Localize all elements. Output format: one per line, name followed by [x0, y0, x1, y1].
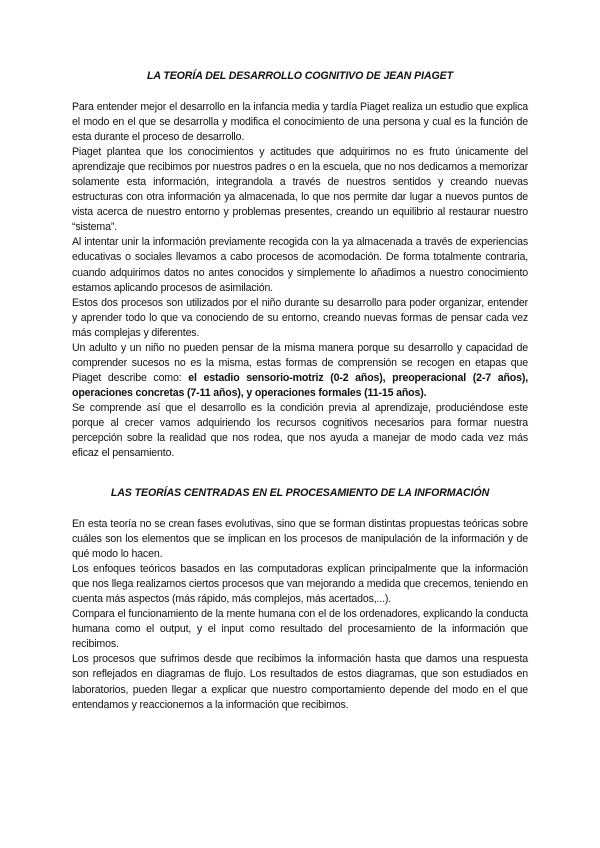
section-title-piaget: LA TEORÍA DEL DESARROLLO COGNITIVO DE JEAN PIAGET — [146, 70, 454, 82]
paragraph: Estos dos procesos son utilizados por el niño durante su desarrollo para poder organizar, entender y aprender todo lo que va conociendo de su entorno, creando nuevas formas de pensar cada vez más complejas y diferentes. — [72, 296, 528, 339]
section-title-information-processing: LAS TEORÍAS CENTRADAS EN EL PROCESAMIENTO DE LA INFORMACIÓN — [110, 487, 490, 499]
paragraph-stages-text: Un adulto y un niño no pueden pensar de la misma manera porque su desarrollo y capacidad de comprender sucesos no es la misma, estas formas de comprensión se recogen en etapas que Piaget describe como: — [72, 341, 528, 384]
paragraph: Los procesos que sufrimos desde que recibimos la información hasta que damos una respuesta son reflejados en diagramas de flujo. Los resultados de estos diagramas, que son estudiados en laboratorios, pueden llegar a explicar que nuestro comportamiento depende del modo en el que entendamos y reaccionemos a la información que recibimos. — [72, 653, 528, 711]
paragraph: Compara el funcionamiento de la mente humana con el de los ordenadores, explicando la conducta humana como el output, y el input como resultado del procesamiento de la información que recibimos. — [72, 608, 528, 651]
stages-list-bold: el estadio sensorio-motriz (0-2 años), preoperacional (2-7 años), operaciones concretas (7-11 años), y operaciones formales (11-15 años). — [72, 371, 528, 399]
paragraph: Al intentar unir la información previamente recogida con la ya almacenada a través de experiencias educativas o sociales llevamos a cabo procesos de acomodación. De forma totalmente contraria, cuando adquirimos datos no antes conocidos y simplemente lo añadimos a nuestro conocimiento estamos aplicando procesos de asimilación. — [72, 236, 528, 294]
section-body-information-processing — [72, 517, 528, 713]
paragraph: Para entender mejor el desarrollo en la infancia media y tardía Piaget realiza un estudio que explica el modo en el que se desarrolla y modifica el conocimiento de una persona y cual es la función de esta durante el proceso de desarrollo. — [72, 101, 528, 144]
section-body-piaget — [72, 100, 528, 461]
paragraph-stages — [72, 341, 528, 401]
paragraph: Los enfoques teóricos basados en las computadoras explican principalmente que la información que nos llega realizamos ciertos procesos que van mejorando a medida que crecemos, teniendo en cuenta más aspectos (más rápido, más complejos, más acertados,...). — [72, 563, 528, 606]
paragraph: Piaget plantea que los conocimientos y actitudes que adquirimos no es fruto únicamente del aprendizaje que recibimos por nuestros padres o en la escuela, que no nos dedicamos a memorizar solamente esta información, integrandola a través de nuestros sentidos y creando nuevas estructuras con otra información ya almacenada, lo que nos permite dar lugar a nuevos puntos de vista acerca de nuestro entorno y problemas presentes, creando un equilibrio al restaurar nuestro “sistema”. — [72, 146, 528, 234]
paragraph: Se comprende así que el desarrollo es la condición previa al aprendizaje, produciéndose este porque al crecer vamos adquiriendo los recursos cognitivos necesarios para formar nuestra percepción sobre la realidad que nos rodea, que nos ayuda a manejar de modo cada vez más eficaz el pensamiento. — [72, 401, 528, 460]
paragraph: En esta teoría no se crean fases evolutivas, sino que se forman distintas propuestas teóricas sobre cuáles son los elementos que se implican en los procesos de manipulación de la información y de qué modo lo hacen. — [72, 518, 528, 561]
